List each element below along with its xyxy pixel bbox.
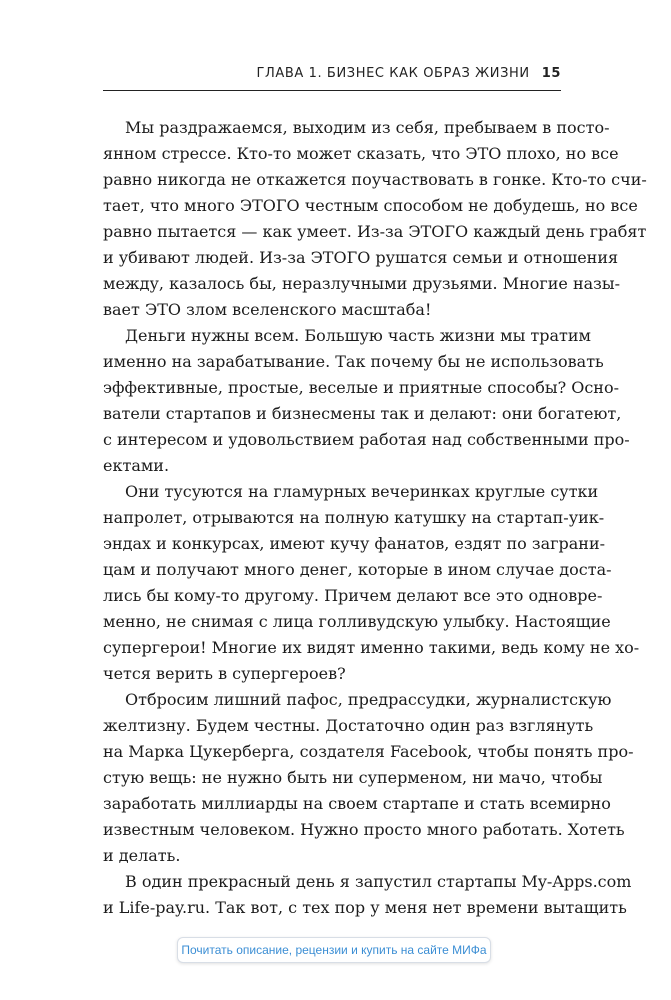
text-line: на Марка Цукерберга, создателя Facebook, чтобы понять про- — [103, 742, 634, 761]
text-line: В один прекрасный день я запустил стартапы My-Apps.com — [125, 872, 632, 891]
paragraph — [103, 687, 634, 869]
text-line: желтизну. Будем честны. Достаточно один раз взглянуть — [103, 716, 594, 735]
text-line: напролет, отрываются на полную катушку на стартап-уик- — [103, 508, 605, 527]
text-line: супергерои! Многие их видят именно такими, ведь кому не хо- — [103, 638, 640, 657]
text-line: и убивают людей. Из-за ЭТОГО рушатся семьи и отношения — [103, 248, 619, 267]
text-line: равно никогда не откажется поучаствовать в гонке. Кто-то счи- — [103, 170, 647, 189]
page-header — [103, 66, 561, 91]
text-line: Они тусуются на гламурных вечеринках круглые сутки — [125, 482, 599, 501]
body-text — [103, 115, 647, 921]
text-line: янном стрессе. Кто-то может сказать, что ЭТО плохо, но все — [103, 144, 619, 163]
text-line: равно пытается — как умеет. Из-за ЭТОГО каждый день грабят — [103, 222, 647, 241]
text-line: заработать миллиарды на своем стартапе и стать всемирно — [103, 794, 611, 813]
text-line: тает, что много ЭТОГО честным способом не добудешь, но все — [103, 196, 638, 215]
text-line: эффективные, простые, веселые и приятные способы? Осно- — [103, 378, 620, 397]
paragraph — [103, 869, 632, 921]
text-line: ватели стартапов и бизнесмены так и делают: они богатеют, — [103, 404, 622, 423]
text-line: между, казалось бы, неразлучными друзьями. Многие назы- — [103, 274, 621, 293]
text-line: и делать. — [103, 846, 181, 865]
paragraph — [103, 323, 630, 479]
text-line: вает ЭТО злом вселенского масштаба! — [103, 300, 432, 319]
text-line: и Life-pay.ru. Так вот, с тех пор у меня нет времени вытащить — [103, 898, 627, 917]
text-line: чется верить в супергероев? — [103, 664, 346, 683]
paragraph — [103, 115, 647, 323]
text-line: лись бы кому-то другому. Причем делают все это одновре- — [103, 586, 603, 605]
text-line: известным человеком. Нужно просто много работать. Хотеть — [103, 820, 625, 839]
text-line: стую вещь: не нужно быть ни суперменом, ни мачо, чтобы — [103, 768, 603, 787]
text-line: Отбросим лишний пафос, предрассудки, журналистскую — [125, 690, 612, 709]
text-line: Деньги нужны всем. Большую часть жизни мы тратим — [125, 326, 591, 345]
buy-book-link[interactable]: Почитать описание, рецензии и купить на сайте МИФа — [177, 937, 491, 963]
chapter-title: ГЛАВА 1. БИЗНЕС КАК ОБРАЗ ЖИЗНИ — [256, 66, 530, 81]
page-number: 15 — [541, 66, 561, 81]
text-line: менно, не снимая с лица голливудскую улыбку. Настоящие — [103, 612, 611, 631]
text-line: Мы раздражаемся, выходим из себя, пребываем в посто- — [125, 118, 610, 137]
paragraph — [103, 479, 640, 687]
text-line: с интересом и удовольствием работая над собственными про- — [103, 430, 630, 449]
text-line: цам и получают много денег, которые в ином случае доста- — [103, 560, 612, 579]
text-line: ектами. — [103, 456, 170, 475]
text-line: эндах и конкурсах, имеют кучу фанатов, ездят по заграни- — [103, 534, 606, 553]
text-line: именно на зарабатывание. Так почему бы не использовать — [103, 352, 604, 371]
